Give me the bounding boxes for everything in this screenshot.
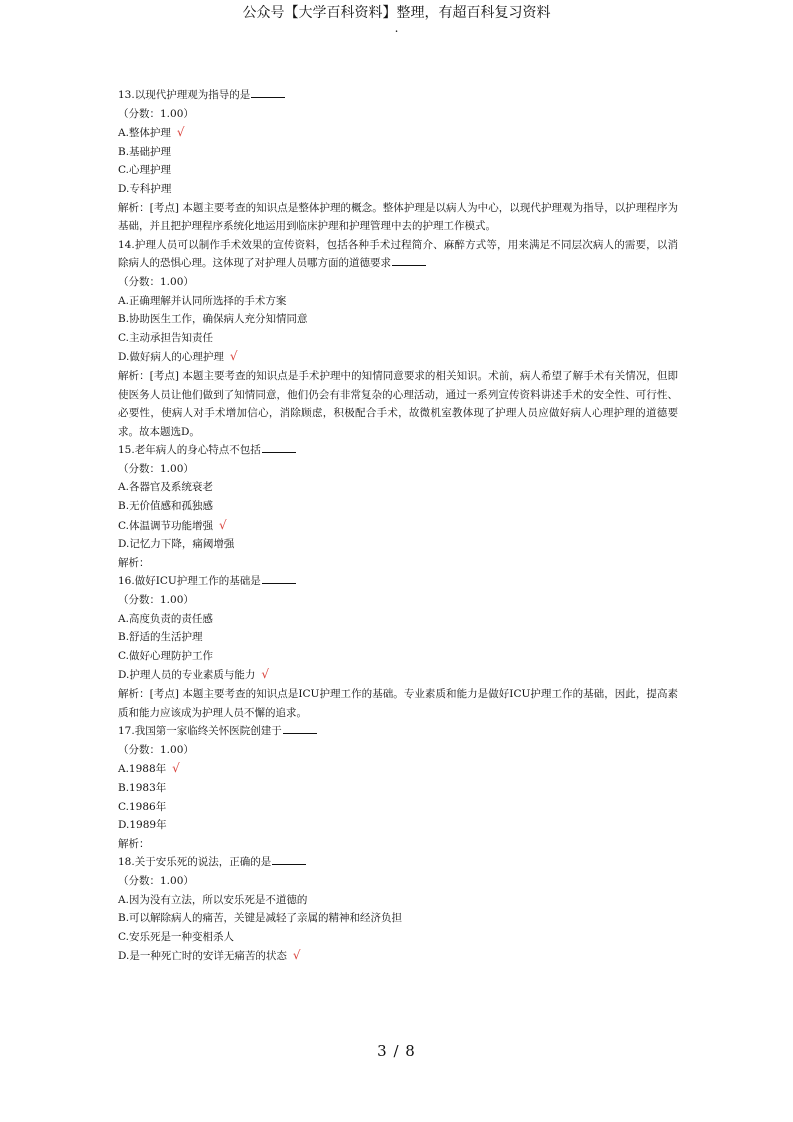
answer-blank [262,573,296,584]
header-dot: . [394,21,399,35]
answer-option [118,647,678,666]
answer-option-text: B.1983年 [118,781,167,794]
answer-blank [262,442,296,453]
answer-option [118,123,678,143]
question-stem-text: 13.以现代护理观为指导的是 [118,89,251,101]
question-stem-text: 14.护理人员可以制作手术效果的宣传资料，包括各种手术过程简介、麻醉方式等，用来满足不同层次病人的需要，以消除病人的恐惧心理。这体现了对护理人员哪方面的道德要求 [118,238,678,270]
answer-option [118,665,678,685]
answer-option-text: B.协助医生工作，确保病人充分知情同意 [118,313,308,326]
answer-option-text: B.无价值感和孤独感 [118,500,214,513]
answer-option [118,628,678,647]
answer-option-text: D.专科护理 [118,182,172,195]
answer-option [118,816,678,835]
answer-blank [251,87,285,98]
answer-option-text: D.1989年 [118,819,167,832]
question-block [118,853,678,966]
question-analysis: 解析： [118,837,150,850]
answer-option-text: C.体温调节功能增强 [118,519,213,532]
answer-option-text: C.1986年 [118,800,167,813]
answer-option [118,891,678,910]
question-score: （分数：1.00） [118,275,194,288]
answer-option [118,779,678,798]
question-stem [118,572,678,591]
question-score: （分数：1.00） [118,874,194,887]
question-score: （分数：1.00） [118,743,194,756]
answer-option [118,516,678,536]
answer-option [118,292,678,311]
question-score: （分数：1.00） [118,594,194,607]
question-analysis: 解析：[考点] 本题主要考查的知识点是整体护理的概念。整体护理是以病人为中心，以现代护理观为指导，以护理程序为基础，并且把护理程序系统化地运用到临床护理和护理管理中去的护理工作模式。 [118,201,678,233]
answer-option-text: A.高度负责的责任感 [118,612,213,625]
answer-option [118,329,678,348]
question-block [118,722,678,853]
question-analysis: 解析：[考点] 本题主要考查的知识点是ICU护理工作的基础。专业素质和能力是做好ICU护理工作的基础，因此，提高素质和能力应该成为护理人员不懈的追求。 [118,688,678,719]
question-block [118,236,678,442]
page-number: 3 / 8 [377,1042,416,1060]
answer-option [118,347,678,367]
answer-option [118,180,678,199]
answer-option-text: B.可以解除病人的痛苦，关键是减轻了亲属的精神和经济负担 [118,912,403,925]
answer-option-text: C.主动承担告知责任 [118,331,213,344]
answer-option [118,478,678,497]
answer-option [118,610,678,629]
question-score: （分数：1.00） [118,107,194,120]
question-stem [118,853,678,872]
question-stem-text: 17.我国第一家临终关怀医院创建于 [118,725,282,738]
correct-check-icon: √ [219,517,227,532]
correct-check-icon: √ [176,125,185,140]
correct-check-icon: √ [292,948,301,963]
answer-option [118,143,678,162]
answer-option [118,928,678,947]
answer-option-text: D.是一种死亡时的安详无痛苦的状态 [118,950,287,963]
answer-option-text: A.整体护理 [118,127,171,140]
question-stem-text: 16.做好ICU护理工作的基础是 [118,575,261,588]
question-analysis: 解析： [118,556,150,569]
answer-option [118,946,678,966]
answer-option-text: B.舒适的生活护理 [118,631,203,644]
answer-option [118,161,678,180]
answer-option-text: C.做好心理防护工作 [118,649,213,662]
answer-option-text: D.记忆力下降，痛阈增强 [118,538,235,551]
answer-option-text: D.做好病人的心理护理 [118,351,224,364]
answer-option [118,535,678,554]
question-score: （分数：1.00） [118,462,194,475]
question-stem-text: 15.老年病人的身心特点不包括 [118,444,261,457]
answer-blank [272,854,306,865]
answer-option-text: A.各器官及系统衰老 [118,481,213,494]
answer-blank [392,255,426,266]
question-stem [118,236,678,273]
answer-blank [283,723,317,734]
answer-option [118,909,678,928]
answer-option [118,798,678,817]
question-block [118,441,678,572]
answer-option-text: B.基础护理 [118,145,172,158]
page-header: 公众号【大学百科资料】整理，有超百科复习资料 [242,5,551,21]
answer-option-text: A.1988年 [118,763,167,776]
question-block [118,86,678,236]
answer-option-text: C.心理护理 [118,164,171,177]
answer-option [118,497,678,516]
answer-option [118,759,678,779]
question-list [118,86,678,966]
correct-check-icon: √ [229,349,238,364]
correct-check-icon: √ [172,761,180,776]
question-stem [118,86,678,105]
question-analysis: 解析：[考点] 本题主要考查的知识点是手术护理中的知情同意要求的相关知识。术前，病人希望了解手术有关情况，但即使医务人员让他们做到了知情同意，他们仍会有非常复杂的心理活动，通过一系列宣传资料讲述手术的安全性、可行性、必要性，使病人对手术增加信心，消除顾虑，积极配合手术，故微机室教体现了护理人员应做好病人心理护理的道德要求。故本题选D。 [118,369,678,438]
question-stem [118,441,678,460]
question-stem-text: 18.关于安乐死的说法，正确的是 [118,856,272,869]
answer-option-text: C.安乐死是一种变相杀人 [118,930,234,943]
question-block [118,572,678,722]
answer-option-text: D.护理人员的专业素质与能力 [118,669,256,682]
answer-option-text: A.因为没有立法，所以安乐死是不道德的 [118,893,308,906]
question-stem [118,722,678,741]
correct-check-icon: √ [261,667,270,682]
answer-option [118,310,678,329]
answer-option-text: A.正确理解并认同所选择的手术方案 [118,294,287,307]
